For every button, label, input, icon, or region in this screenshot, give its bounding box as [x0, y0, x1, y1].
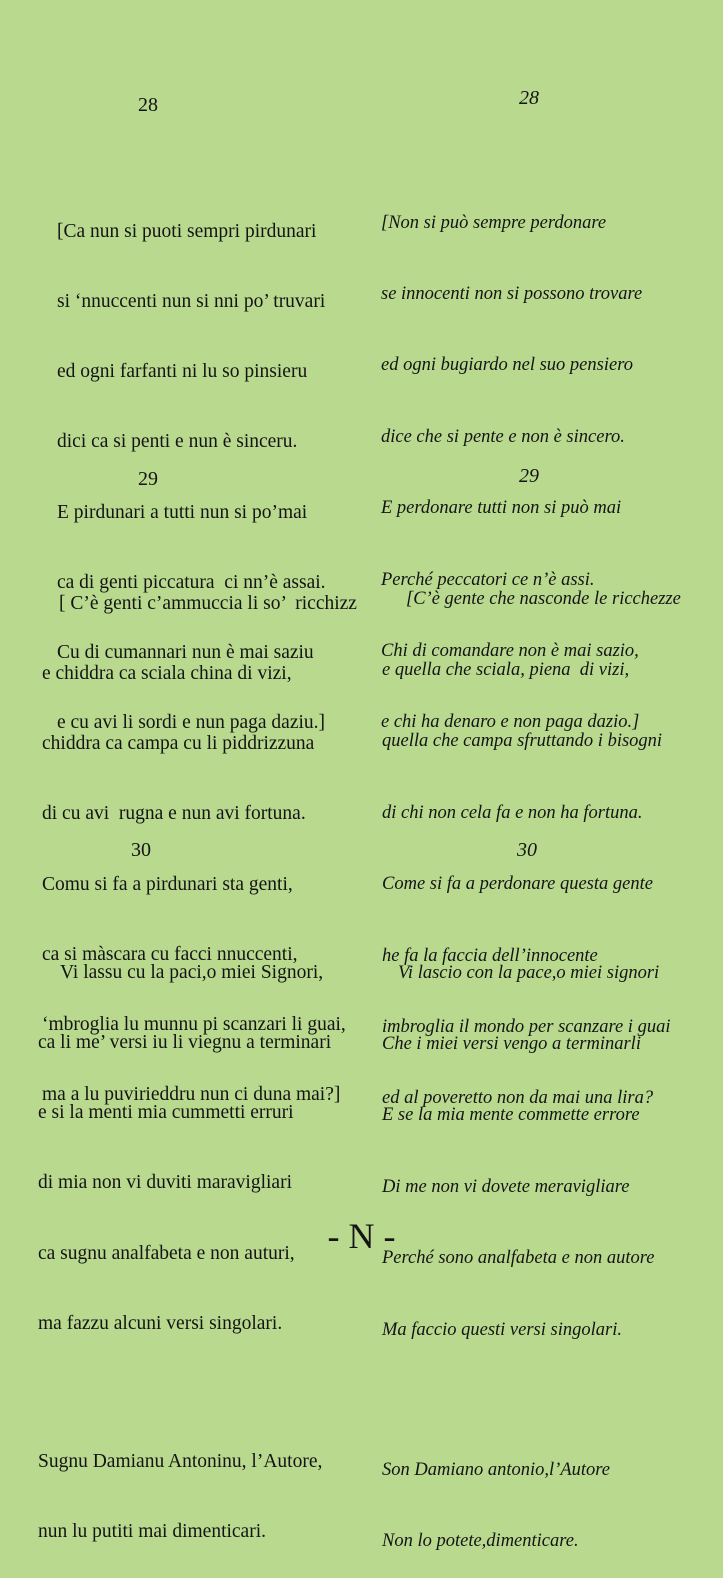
- verse-line: e cu avi li sordi e nun paga daziu.]: [57, 712, 326, 734]
- verse-line: ed ogni bugiardo nel suo pensiero: [381, 355, 633, 376]
- verse-line: Perché sono analfabeta e non autore: [382, 1248, 655, 1269]
- verse-line: chiddra ca campa cu li piddrizzuna: [42, 733, 315, 755]
- verse-line: Sugnu Damianu Antoninu, l’Autore,: [38, 1450, 323, 1472]
- verse-spacer: [38, 1382, 331, 1403]
- verse-line: di chi non cela fa e non ha fortuna.: [382, 802, 643, 823]
- verse-line: Chi di comandare non è mai sazio,: [381, 640, 639, 661]
- verse-line: E perdonare tutti non si può mai: [381, 498, 622, 519]
- verse-line: [C’è gente che nasconde le ricchezze: [406, 588, 681, 609]
- verse-line: E se la mia mente commette errore: [382, 1105, 640, 1126]
- verse-line: dice che si pente e non è sincero.: [381, 426, 625, 447]
- stanza-30-number-sicilian: 30: [131, 839, 151, 861]
- verse-line: ca di genti piccatura ci nn’è assai.: [57, 571, 326, 593]
- verse-spacer: [382, 1390, 659, 1411]
- verse-line: ed ogni farfanti ni lu so pinsieru: [57, 361, 308, 383]
- verse-line: Che i miei versi vengo a terminarli: [382, 1033, 641, 1054]
- verse-line: [Ca nun si puoti sempri pirdunari: [57, 220, 317, 242]
- verse-line: [Non si può sempre perdonare: [381, 212, 607, 233]
- verse-line: quella che campa sfruttando i bisogni: [382, 731, 663, 752]
- verse-line: ma a lu puvirieddru nun ci duna mai?]: [42, 1084, 341, 1106]
- verse-line: Vi lascio con la pace,o miei signori: [398, 962, 660, 983]
- verse-line: Non lo potete,dimenticare.: [382, 1530, 579, 1551]
- verse-line: ca si màscara cu facci nnuccenti,: [42, 943, 298, 965]
- verse-line: e si la menti mia cummetti erruri: [38, 1102, 294, 1124]
- verse-line: e chi ha denaro e non paga dazio.]: [381, 712, 640, 733]
- verse-line: Come si fa a perdonare questa gente: [382, 874, 653, 895]
- page-label: - N -: [327, 1216, 396, 1256]
- verse-line: Perché peccatori ce n’è assi.: [381, 569, 595, 590]
- verse-line: e chiddra ca sciala china di vizi,: [42, 663, 292, 685]
- verse-line: Cu di cumannari nun è mai saziu: [57, 642, 314, 664]
- verse-line: he fa la faccia dell’innocente: [382, 945, 598, 966]
- stanza-29-number-sicilian: 29: [138, 468, 158, 490]
- stanza-28-number-italian: 28: [519, 87, 539, 109]
- verse-line: ma fazzu alcuni versi singolari.: [38, 1312, 283, 1334]
- verse-line: Ma faccio questi versi singolari.: [382, 1319, 622, 1340]
- verse-line: Son Damiano antonio,l’Autore: [382, 1459, 610, 1480]
- verse-line: di mia non vi duviti maravigliari: [38, 1172, 292, 1194]
- stanza-30-number-italian: 30: [517, 839, 537, 861]
- verse-line: ‘mbroglia lu munnu pi scanzari li guai,: [42, 1014, 346, 1036]
- verse-line: ca sugnu analfabeta e non auturi,: [38, 1242, 295, 1264]
- verse-line: si ‘nnuccenti nun si nni po’ truvari: [57, 291, 326, 313]
- verse-line: Di me non vi dovete meravigliare: [382, 1176, 630, 1197]
- verse-line: ed al poveretto non da mai una lira?: [382, 1088, 654, 1109]
- verse-line: E pirdunari a tutti nun si po’mai: [57, 501, 308, 523]
- verse-line: imbroglia il mondo per scanzare i guai: [382, 1016, 671, 1037]
- verse-line: Vi lassu cu la paci,o miei Signori,: [60, 961, 324, 983]
- stanza-28-number-sicilian: 28: [138, 94, 158, 116]
- verse-line: nun lu putiti mai dimenticari.: [38, 1521, 267, 1543]
- verse-line: se innocenti non si possono trovare: [381, 283, 643, 304]
- stanza-29-number-italian: 29: [519, 465, 539, 487]
- verse-line: ca li me’ versi iu li viegnu a terminari: [38, 1032, 332, 1054]
- verse-line: dici ca si penti e nun è sinceru.: [57, 431, 298, 453]
- verse-line: Comu si fa a pirdunari sta genti,: [42, 873, 293, 895]
- verse-line: [ C’è genti c’ammuccia li so’ ricchizz: [59, 592, 357, 614]
- verse-line: e quella che sciala, piena di vizi,: [382, 659, 630, 680]
- verse-line: di cu avi rugna e nun avi fortuna.: [42, 803, 306, 825]
